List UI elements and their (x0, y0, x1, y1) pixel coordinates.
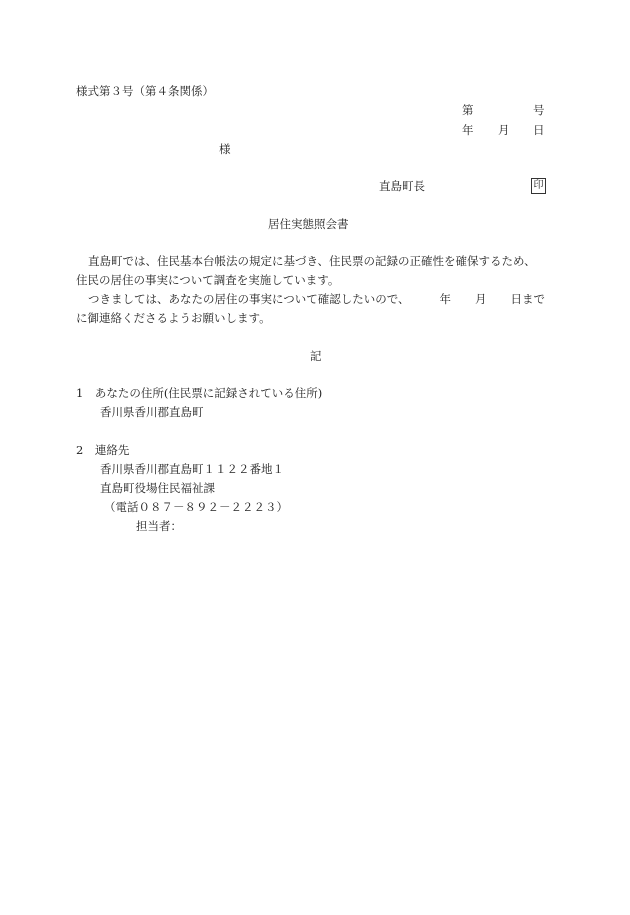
body-para2-line2: に御連絡くださるようお願いします。 (76, 311, 271, 325)
item2-address: 香川県香川郡直島町１１２２番地１ (100, 462, 284, 476)
item1-address: 香川県香川郡直島町 (100, 405, 204, 419)
body-para1-line1: 直島町では、住民基本台帳法の規定に基づき、住民票の記録の正確性を確保するため、 (88, 254, 536, 268)
document-title: 居住実態照会書 (268, 217, 349, 231)
body-para2-line1 (88, 292, 545, 306)
item2-phone: （電話０８７－８９２－２２２３） (104, 500, 288, 514)
item1-heading: 1 あなたの住所(住民票に記録されている住所) (76, 386, 323, 400)
item2-heading: 2 連絡先 (76, 443, 130, 457)
body-para2-day: 日まで (510, 292, 546, 306)
date-year: 年 (462, 123, 474, 137)
sender-name: 直島町長 (379, 179, 425, 193)
body-para2-year: 年 (439, 292, 452, 306)
form-number: 様式第３号（第４条関係） (76, 84, 214, 98)
item2-person: 担当者： (136, 519, 182, 533)
doc-number-suffix: 号 (533, 103, 545, 117)
body-para1-line2: 住民の居住の事実について調査を実施しています。 (76, 273, 340, 287)
date-day: 日 (533, 123, 545, 137)
addressee-suffix: 様 (219, 142, 231, 156)
seal-mark: 印 (531, 178, 546, 194)
date-month: 月 (498, 123, 510, 137)
item2-office: 直島町役場住民福祉課 (100, 481, 215, 495)
body-para2-month: 月 (475, 292, 487, 306)
ki-marker: 記 (310, 349, 322, 363)
doc-number-prefix: 第 (462, 103, 474, 117)
body-para2-text: つきましては、あなたの居住の事実について確認したいので、 (88, 292, 410, 306)
